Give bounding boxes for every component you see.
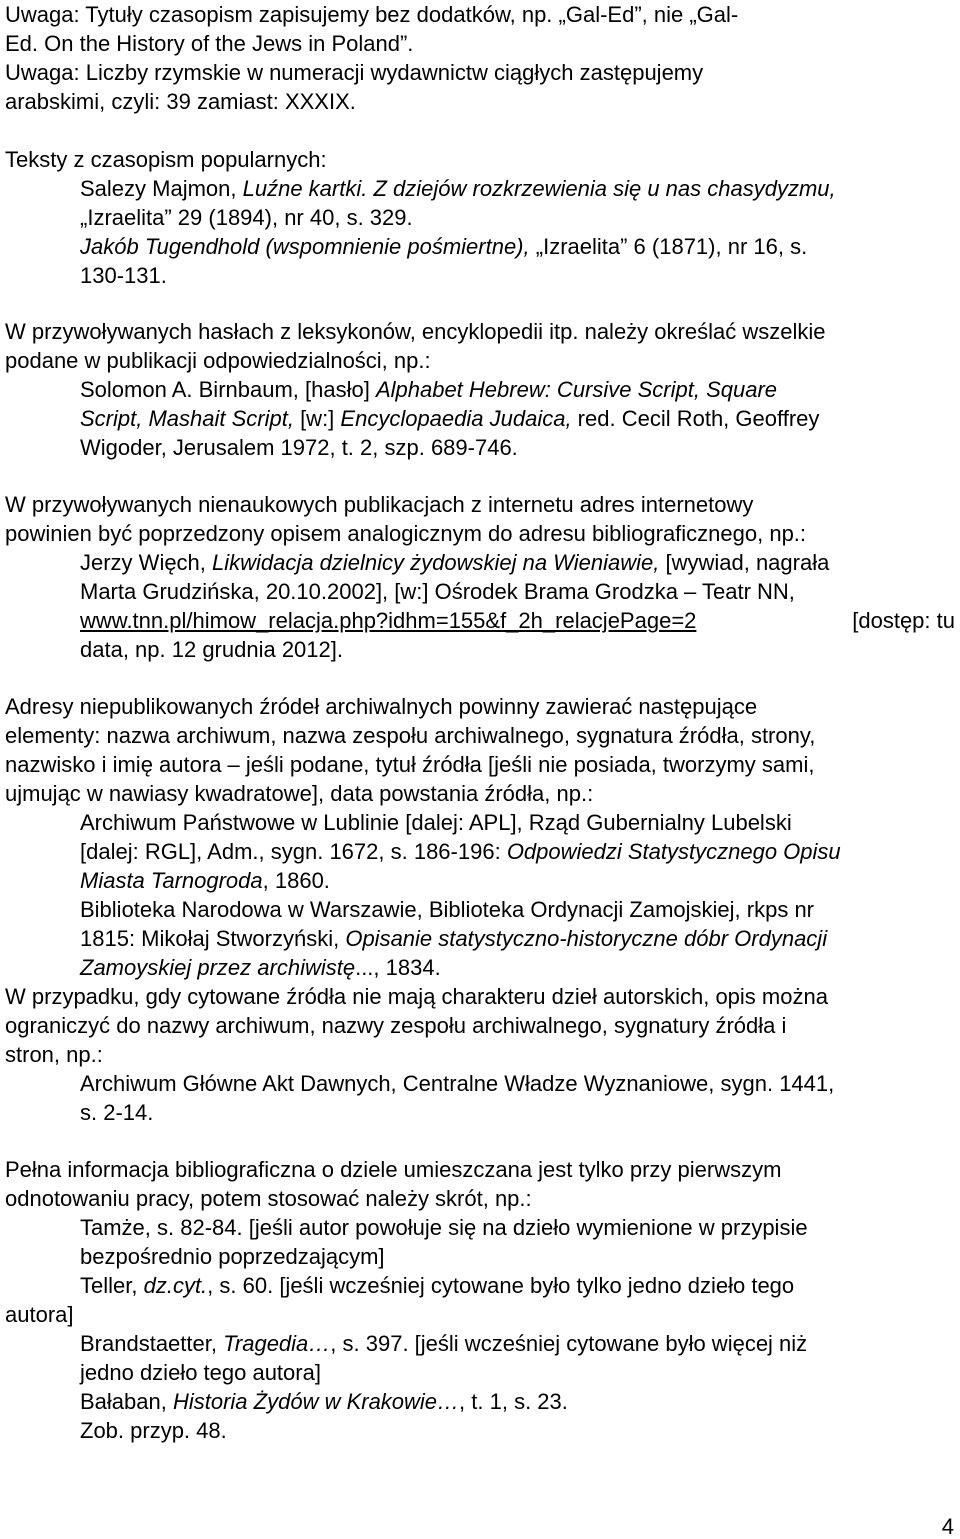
text-line: elementy: nazwa archiwum, nazwa zespołu archiwalnego, sygnatura źródła, strony,	[5, 723, 816, 748]
citation-text: [dalej: RGL], Adm., sygn. 1672, s. 186-196:	[80, 839, 507, 864]
citation-title: Miasta Tarnogroda	[80, 868, 263, 893]
citation-line	[80, 232, 807, 261]
text-line: ograniczyć do nazwy archiwum, nazwy zespołu archiwalnego, sygnatury źródła i	[5, 1013, 787, 1038]
citation-line	[80, 375, 777, 404]
citation-line: bezpośrednio poprzedzającym]	[80, 1244, 385, 1269]
citation-line	[80, 404, 819, 433]
text-line: powinien być poprzedzony opisem analogicznym do adresu bibliograficznego, np.:	[5, 521, 807, 546]
citation-author: 1815: Mikołaj Stworzyński,	[80, 926, 346, 951]
text-line: nazwisko i imię autora – jeśli podane, tytuł źródła [jeśli nie posiada, tworzymy sami,	[5, 752, 815, 777]
citation-line	[80, 866, 330, 895]
citation-title: Historia Żydów w Krakowie…	[172, 1389, 460, 1414]
citation-line: Archiwum Główne Akt Dawnych, Centralne Władze Wyznaniowe, sygn. 1441,	[80, 1071, 835, 1096]
text-line: Uwaga: Liczby rzymskie w numeracji wydawnictw ciągłych zastępujemy	[5, 60, 704, 85]
citation-line	[80, 606, 955, 635]
citation-line	[80, 924, 827, 953]
citation-title: Jakób Tugendhold (wspomnienie pośmiertne),	[80, 234, 530, 259]
text-line: W przywoływanych nienaukowych publikacjach z internetu adres internetowy	[5, 492, 754, 517]
text-line: W przywoływanych hasłach z leksykonów, encyklopedii itp. należy określać wszelkie	[5, 319, 826, 344]
citation-title: dz.cyt.	[143, 1273, 208, 1298]
citation-line: data, np. 12 grudnia 2012].	[80, 637, 343, 662]
citation-text: , 1860.	[262, 868, 330, 893]
citation-author: Teller,	[80, 1273, 144, 1298]
section-heading: Teksty z czasopism popularnych:	[5, 147, 327, 172]
citation-line: „Izraelita” 29 (1894), nr 40, s. 329.	[80, 205, 413, 230]
citation-line	[80, 837, 841, 866]
citation-source-title: Encyclopaedia Judaica,	[340, 406, 572, 431]
citation-line: Wigoder, Jerusalem 1972, t. 2, szp. 689-746.	[80, 435, 518, 460]
citation-line	[80, 1387, 568, 1416]
citation-line	[80, 1271, 794, 1300]
citation-line	[80, 548, 829, 577]
text-line: Pełna informacja bibliograficzna o dziele umieszczana jest tylko przy pierwszym	[5, 1157, 782, 1182]
citation-line: s. 2-14.	[80, 1100, 154, 1125]
citation-line: Zob. przyp. 48.	[80, 1418, 227, 1443]
citation-text: ..., 1834.	[355, 955, 441, 980]
citation-title: Script, Mashait Script,	[80, 406, 294, 431]
text-span: Uwaga: Tytuły czasopism zapisujemy bez dodatków, np. „Gal-Ed”, nie „Gal-	[5, 2, 739, 27]
text-line: ujmując w nawiasy kwadratowe], data powstania źródła, np.:	[5, 781, 594, 806]
text-line: stron, np.:	[5, 1042, 103, 1067]
citation-author: Solomon A. Birnbaum, [hasło]	[80, 377, 376, 402]
citation-text: , s. 397. [jeśli wcześniej cytowane było więcej niż	[330, 1331, 808, 1356]
citation-text: red. Cecil Roth, Geoffrey	[571, 406, 820, 431]
citation-author: Salezy Majmon,	[80, 176, 243, 201]
citation-source: „Izraelita” 6 (1871), nr 16, s.	[535, 234, 808, 259]
citation-line	[80, 174, 836, 203]
text-line: Ed. On the History of the Jews in Poland”.	[5, 31, 414, 56]
citation-text: [w:]	[293, 406, 341, 431]
citation-text: [wywiad, nagrała	[659, 550, 830, 575]
citation-title: Odpowiedzi Statystycznego Opisu	[506, 839, 841, 864]
citation-title: Opisanie statystyczno-historyczne dóbr Ordynacji	[345, 926, 828, 951]
text-line	[5, 0, 955, 29]
text-line: Adresy niepublikowanych źródeł archiwalnych powinny zawierać następujące	[5, 694, 758, 719]
citation-line	[80, 1329, 807, 1358]
text-line: W przypadku, gdy cytowane źródła nie mają charakteru dzieł autorskich, opis można	[5, 984, 828, 1009]
citation-title: Likwidacja dzielnicy żydowskiej na Wieniawie,	[212, 550, 660, 575]
citation-title: Luźne kartki. Z dziejów rozkrzewienia się u nas chasydyzmu,	[242, 176, 836, 201]
citation-title: Zamoyskiej przez archiwistę	[80, 955, 356, 980]
citation-author: Brandstaetter,	[80, 1331, 224, 1356]
citation-line	[80, 953, 441, 982]
citation-title: Alphabet Hebrew: Cursive Script, Square	[375, 377, 778, 402]
citation-author: Bałaban,	[80, 1389, 173, 1414]
page-number: 4	[941, 1514, 954, 1539]
text-line: arabskimi, czyli: 39 zamiast: XXXIX.	[5, 89, 356, 114]
citation-text: [dostęp: tu	[852, 608, 955, 633]
citation-line: jedno dzieło tego autora]	[80, 1360, 321, 1385]
citation-author: Jerzy Więch,	[80, 550, 213, 575]
citation-text: , s. 60. [jeśli wcześniej cytowane było tylko jedno dzieło tego	[207, 1273, 795, 1298]
text-line: odnotowaniu pracy, potem stosować należy skrót, np.:	[5, 1186, 532, 1211]
citation-line: Archiwum Państwowe w Lublinie [dalej: APL], Rząd Gubernialny Lubelski	[80, 810, 792, 835]
citation-line: Marta Grudzińska, 20.10.2002], [w:] Ośrodek Brama Grodzka – Teatr NN,	[80, 579, 795, 604]
url-link[interactable]: www.tnn.pl/himow_relacja.php?idhm=155&f_2h_relacjePage=2	[80, 608, 697, 633]
text-line: podane w publikacji odpowiedzialności, np.:	[5, 348, 431, 373]
citation-line: autora]	[5, 1302, 74, 1327]
citation-text: , t. 1, s. 23.	[459, 1389, 568, 1414]
citation-title: Tragedia…	[223, 1331, 331, 1356]
citation-line: Biblioteka Narodowa w Warszawie, Biblioteka Ordynacji Zamojskiej, rkps nr	[80, 897, 815, 922]
citation-line: 130-131.	[80, 263, 167, 288]
citation-line: Tamże, s. 82-84. [jeśli autor powołuje się na dzieło wymienione w przypisie	[80, 1215, 808, 1240]
